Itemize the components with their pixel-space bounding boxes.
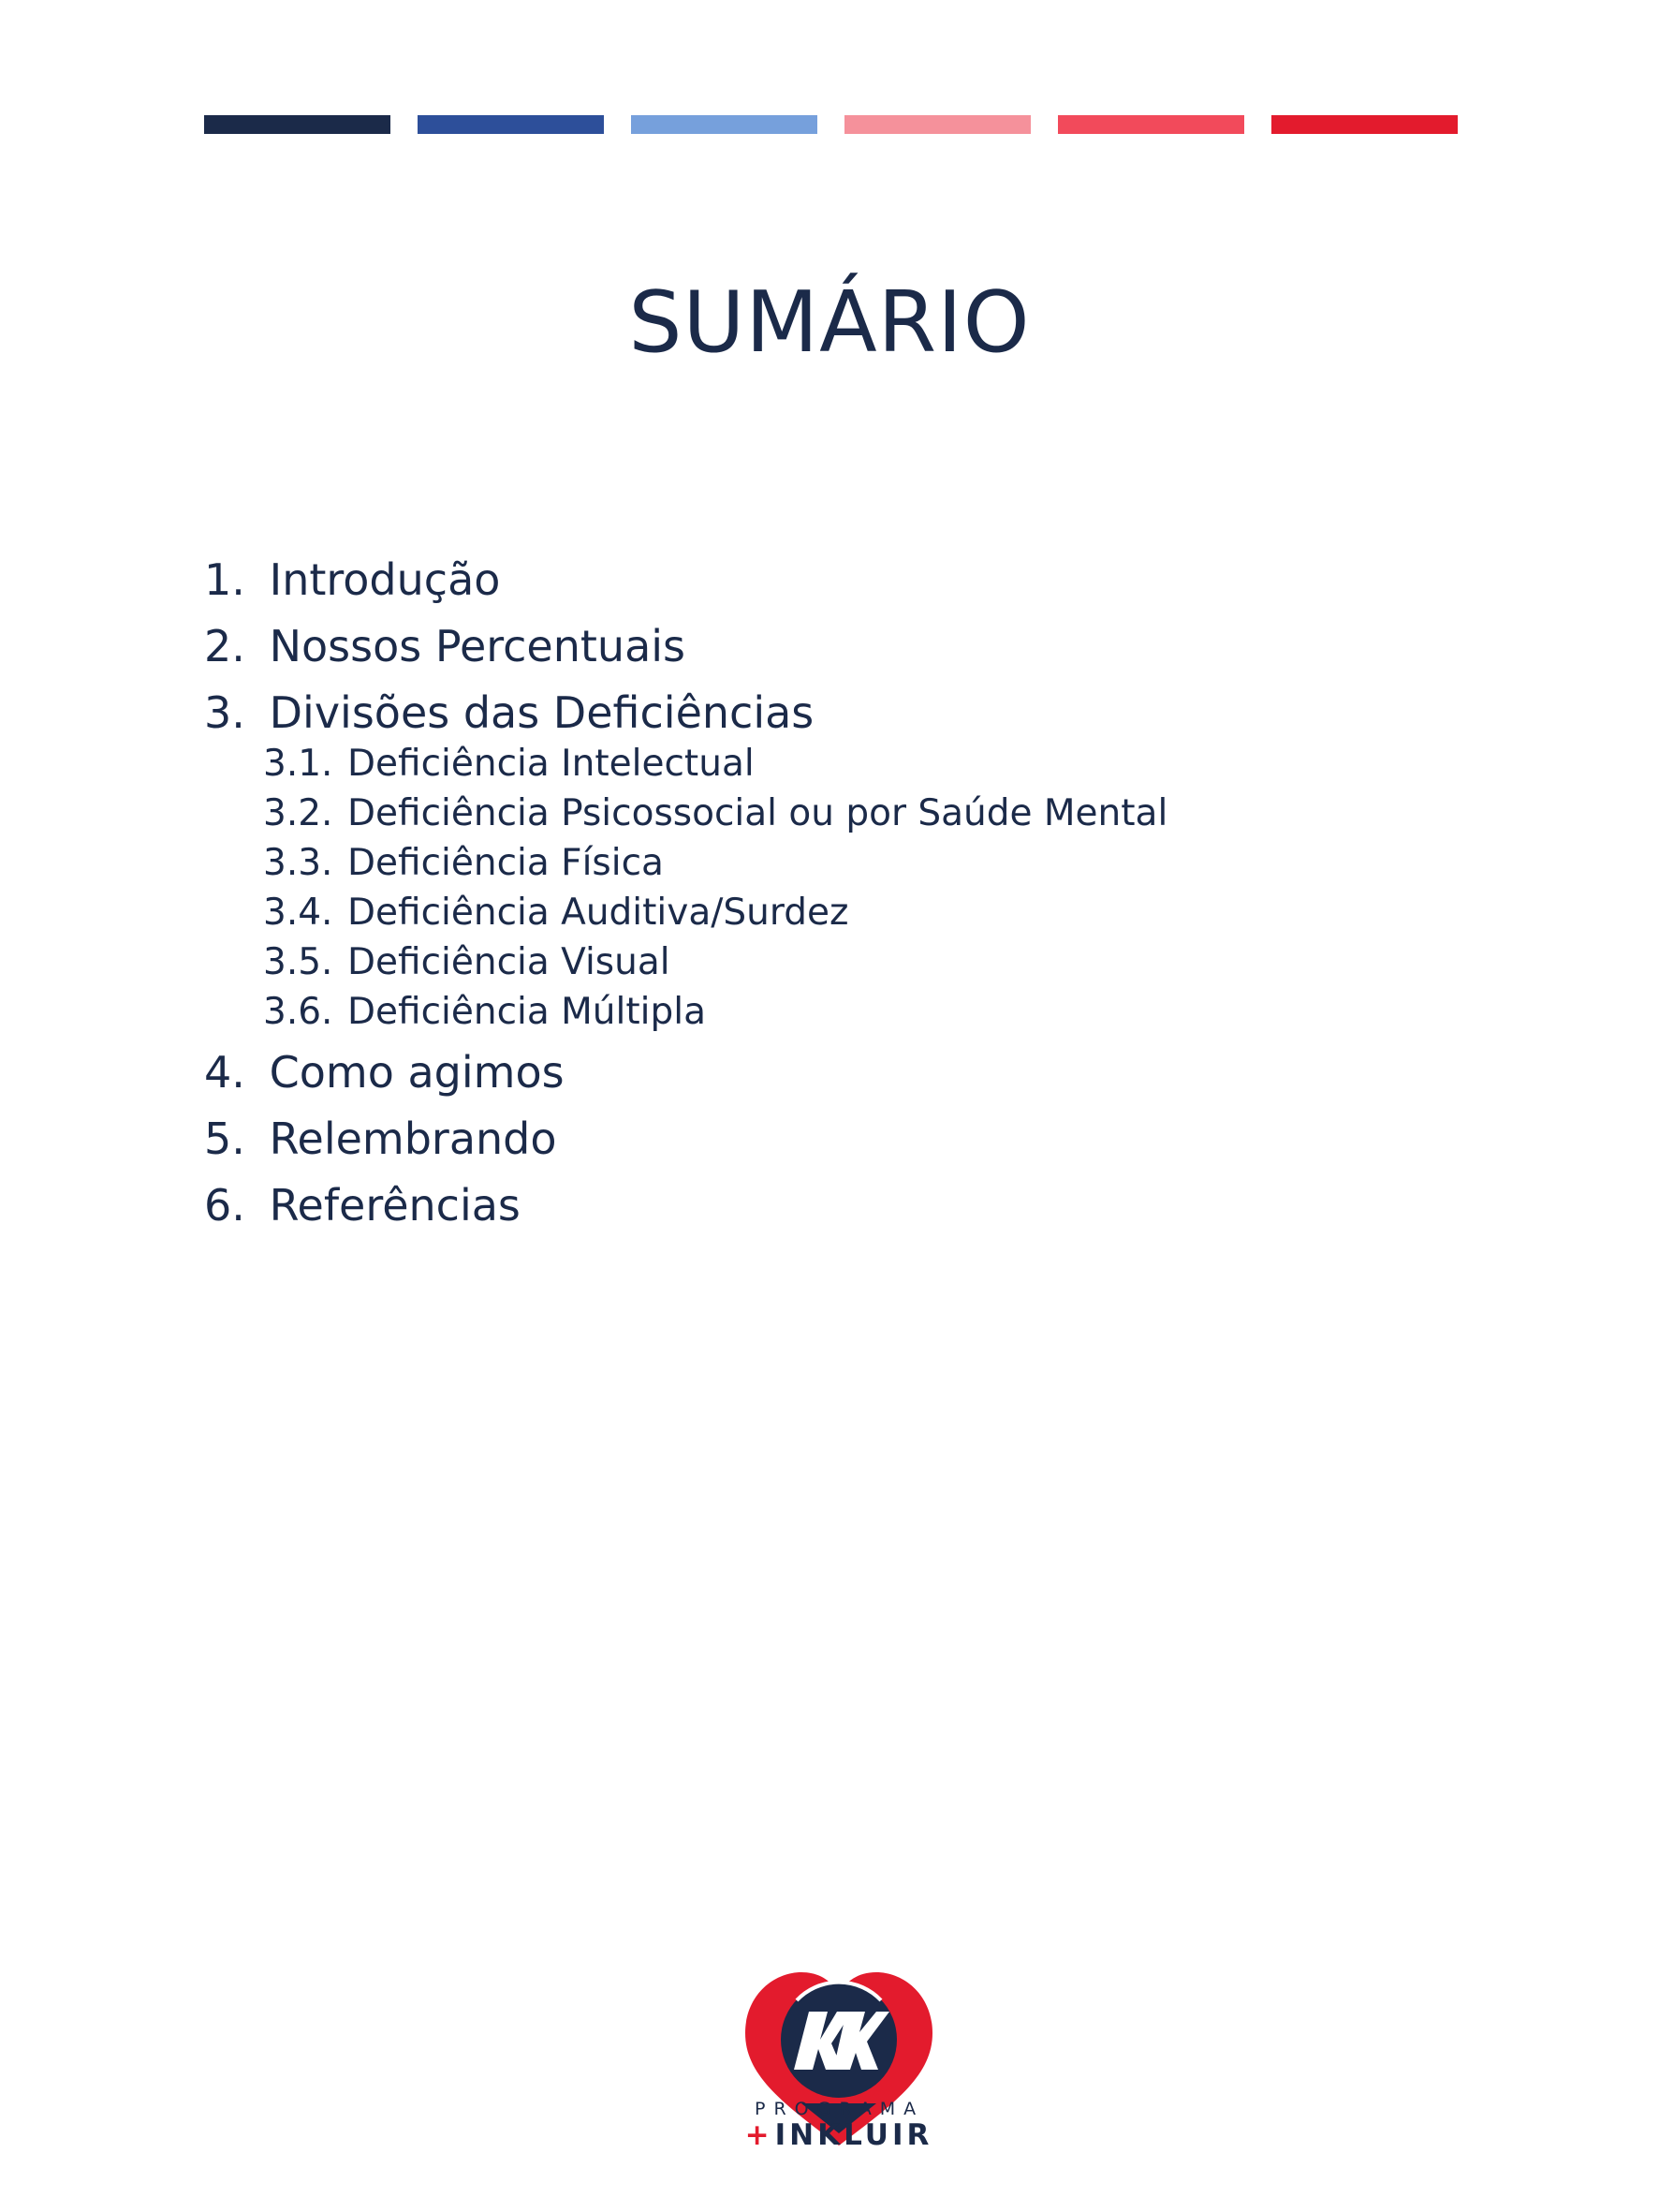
toc-number: 3.5. — [263, 941, 333, 983]
page-title: SUMÁRIO — [628, 273, 1031, 372]
toc-subitem-psicossocial[interactable] — [204, 789, 1421, 839]
toc-label: Introdução — [269, 554, 501, 605]
toc-number: 3. — [204, 687, 245, 738]
toc-label: Divisões das Deficiências — [269, 687, 815, 738]
color-bar-3 — [631, 115, 817, 134]
toc-number: 1. — [204, 554, 245, 605]
toc-number: 5. — [204, 1113, 245, 1164]
toc-number: 6. — [204, 1180, 245, 1231]
toc-number: 3.3. — [263, 842, 333, 884]
toc-item-divisoes[interactable] — [204, 684, 1421, 740]
toc-label: Relembrando — [269, 1113, 557, 1164]
toc-number: 3.2. — [263, 792, 333, 834]
toc-label: Nossos Percentuais — [269, 621, 686, 671]
toc-label: Referências — [269, 1180, 521, 1231]
table-of-contents — [204, 551, 1421, 1243]
toc-label: Como agimos — [269, 1047, 565, 1098]
toc-item-introducao[interactable] — [204, 551, 1421, 617]
toc-item-referencias[interactable] — [204, 1176, 1421, 1243]
logo-plus-icon: + — [744, 2118, 773, 2152]
toc-label: Deficiência Auditiva/Surdez — [347, 892, 849, 934]
color-bar-6 — [1271, 115, 1458, 134]
color-bars — [204, 115, 1459, 134]
toc-label: Deficiência Múltipla — [347, 991, 706, 1033]
color-bar-1 — [204, 115, 390, 134]
toc-item-relembrando[interactable] — [204, 1110, 1421, 1176]
color-bar-4 — [844, 115, 1031, 134]
toc-item-como-agimos[interactable] — [204, 1043, 1421, 1110]
toc-number: 3.6. — [263, 991, 333, 1033]
color-bar-5 — [1058, 115, 1244, 134]
toc-number: 3.4. — [263, 892, 333, 934]
toc-subitem-fisica[interactable] — [204, 839, 1421, 889]
logo-subtitle: PROGRAMA — [755, 2099, 925, 2119]
toc-number: 3.1. — [263, 743, 333, 785]
toc-label: Deficiência Psicossocial ou por Saúde Mental — [347, 792, 1168, 834]
toc-subitem-intelectual[interactable] — [204, 740, 1421, 789]
toc-number: 2. — [204, 621, 245, 671]
toc-item-percentuais[interactable] — [204, 617, 1421, 684]
toc-label: Deficiência Física — [347, 842, 664, 884]
color-bar-2 — [418, 115, 604, 134]
logo-wordmark — [736, 2118, 942, 2152]
toc-subitem-auditiva[interactable] — [204, 889, 1421, 938]
toc-label: Deficiência Intelectual — [347, 743, 755, 785]
toc-subitem-multipla[interactable] — [204, 988, 1421, 1038]
toc-number: 4. — [204, 1047, 245, 1098]
logo-name: INKLUIR — [774, 2118, 933, 2152]
toc-label: Deficiência Visual — [347, 941, 670, 983]
toc-subitem-visual[interactable] — [204, 938, 1421, 988]
